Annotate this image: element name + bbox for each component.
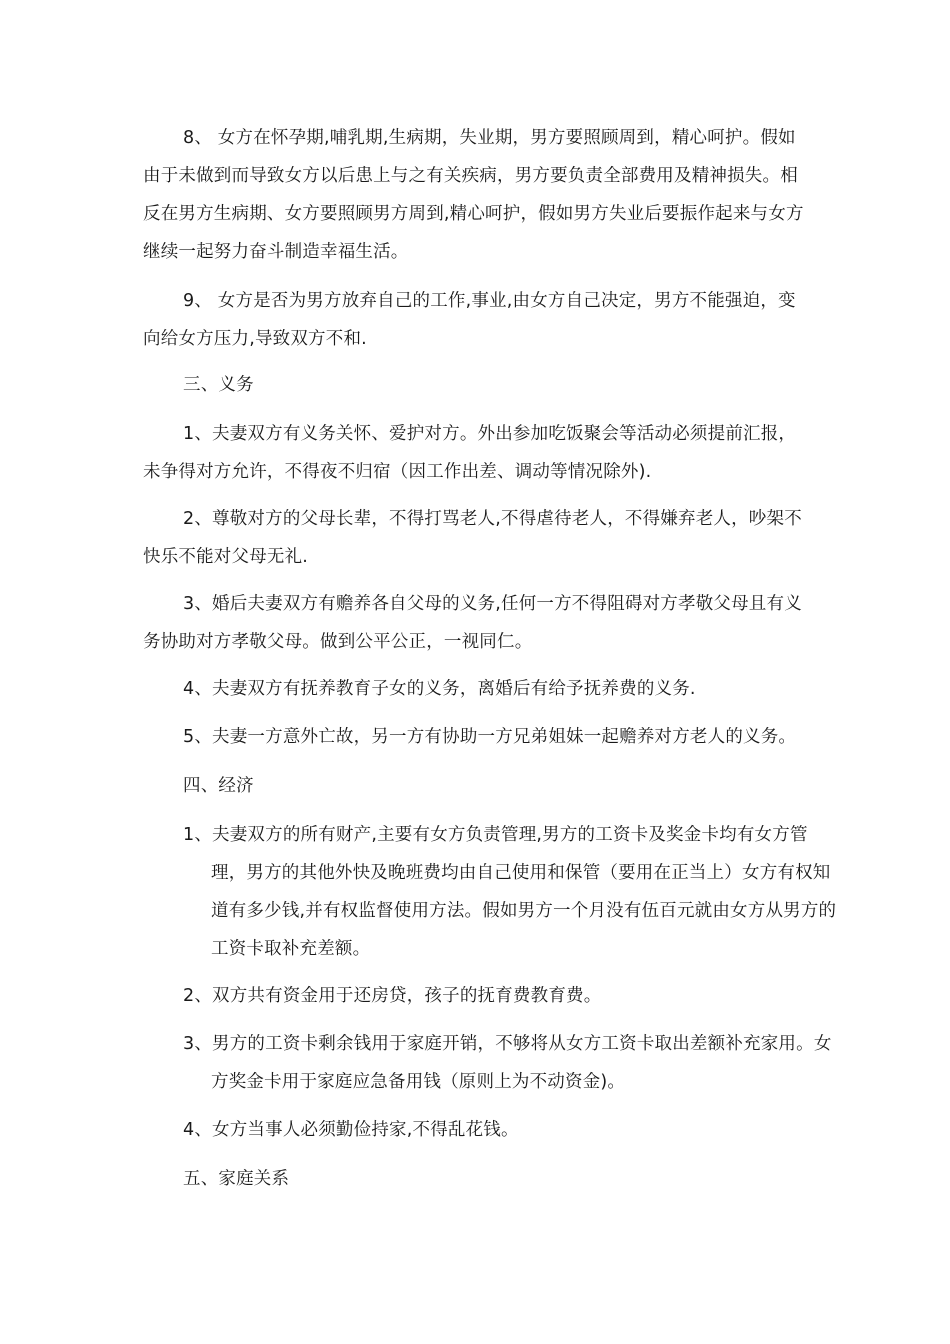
section-heading-duties: 三、义务 — [183, 375, 254, 395]
duty-1-paragraph: 1、夫妻双方有义务关怀、爱护对方。外出参加吃饭聚会等活动必须提前汇报，未争得对方允许，不得夜不归宿（因工作出差、调动等情况除外). — [143, 424, 797, 482]
duty-4-paragraph: 4、夫妻双方有抚养教育子女的义务，离婚后有给予抚养费的义务. — [183, 679, 696, 699]
economy-1-paragraph: 1、夫妻双方的所有财产,主要有女方负责管理,男方的工资卡及奖金卡均有女方管理，男方的其他外快及晚班费均由自己使用和保管（要用在正当上）女方有权知道有多少钱,并有权监督使用方法。假如男方一个月没有伍百元就由女方从男方的工资卡取补充差额。 — [183, 825, 837, 959]
section-heading-economy: 四、经济 — [183, 776, 254, 796]
economy-2-paragraph: 2、双方共有资金用于还房贷，孩子的抚育费教育费。 — [183, 986, 602, 1006]
section-heading-family-relations: 五、家庭关系 — [183, 1169, 290, 1189]
economy-4-paragraph: 4、女方当事人必须勤俭持家,不得乱花钱。 — [183, 1120, 519, 1140]
clause-9-paragraph: 9、 女方是否为男方放弃自己的工作,事业,由女方自己决定，男方不能强迫，变向给女方压力,导致双方不和. — [143, 291, 796, 349]
duty-5-paragraph: 5、夫妻一方意外亡故，另一方有协助一方兄弟姐妹一起赡养对方老人的义务。 — [183, 727, 797, 747]
economy-3-paragraph: 3、男方的工资卡剩余钱用于家庭开销，不够将从女方工资卡取出差额补充家用。女方奖金卡用于家庭应急备用钱（原则上为不动资金)。 — [183, 1034, 832, 1092]
duty-2-paragraph: 2、尊敬对方的父母长辈，不得打骂老人,不得虐待老人，不得嫌弃老人，吵架不快乐不能对父母无礼. — [143, 509, 802, 567]
duty-3-paragraph: 3、婚后夫妻双方有赡养各自父母的义务,任何一方不得阻碍对方孝敬父母且有义务协助对方孝敬父母。做到公平公正，一视同仁。 — [143, 594, 802, 652]
clause-8-paragraph: 8、 女方在怀孕期,哺乳期,生病期，失业期，男方要照顾周到，精心呵护。假如由于未做到而导致女方以后患上与之有关疾病，男方要负责全部费用及精神损失。相反在男方生病期、女方要照顾男方周到,精心呵护，假如男方失业后要振作起来与女方继续一起努力奋斗制造幸福生活。 — [143, 128, 804, 262]
